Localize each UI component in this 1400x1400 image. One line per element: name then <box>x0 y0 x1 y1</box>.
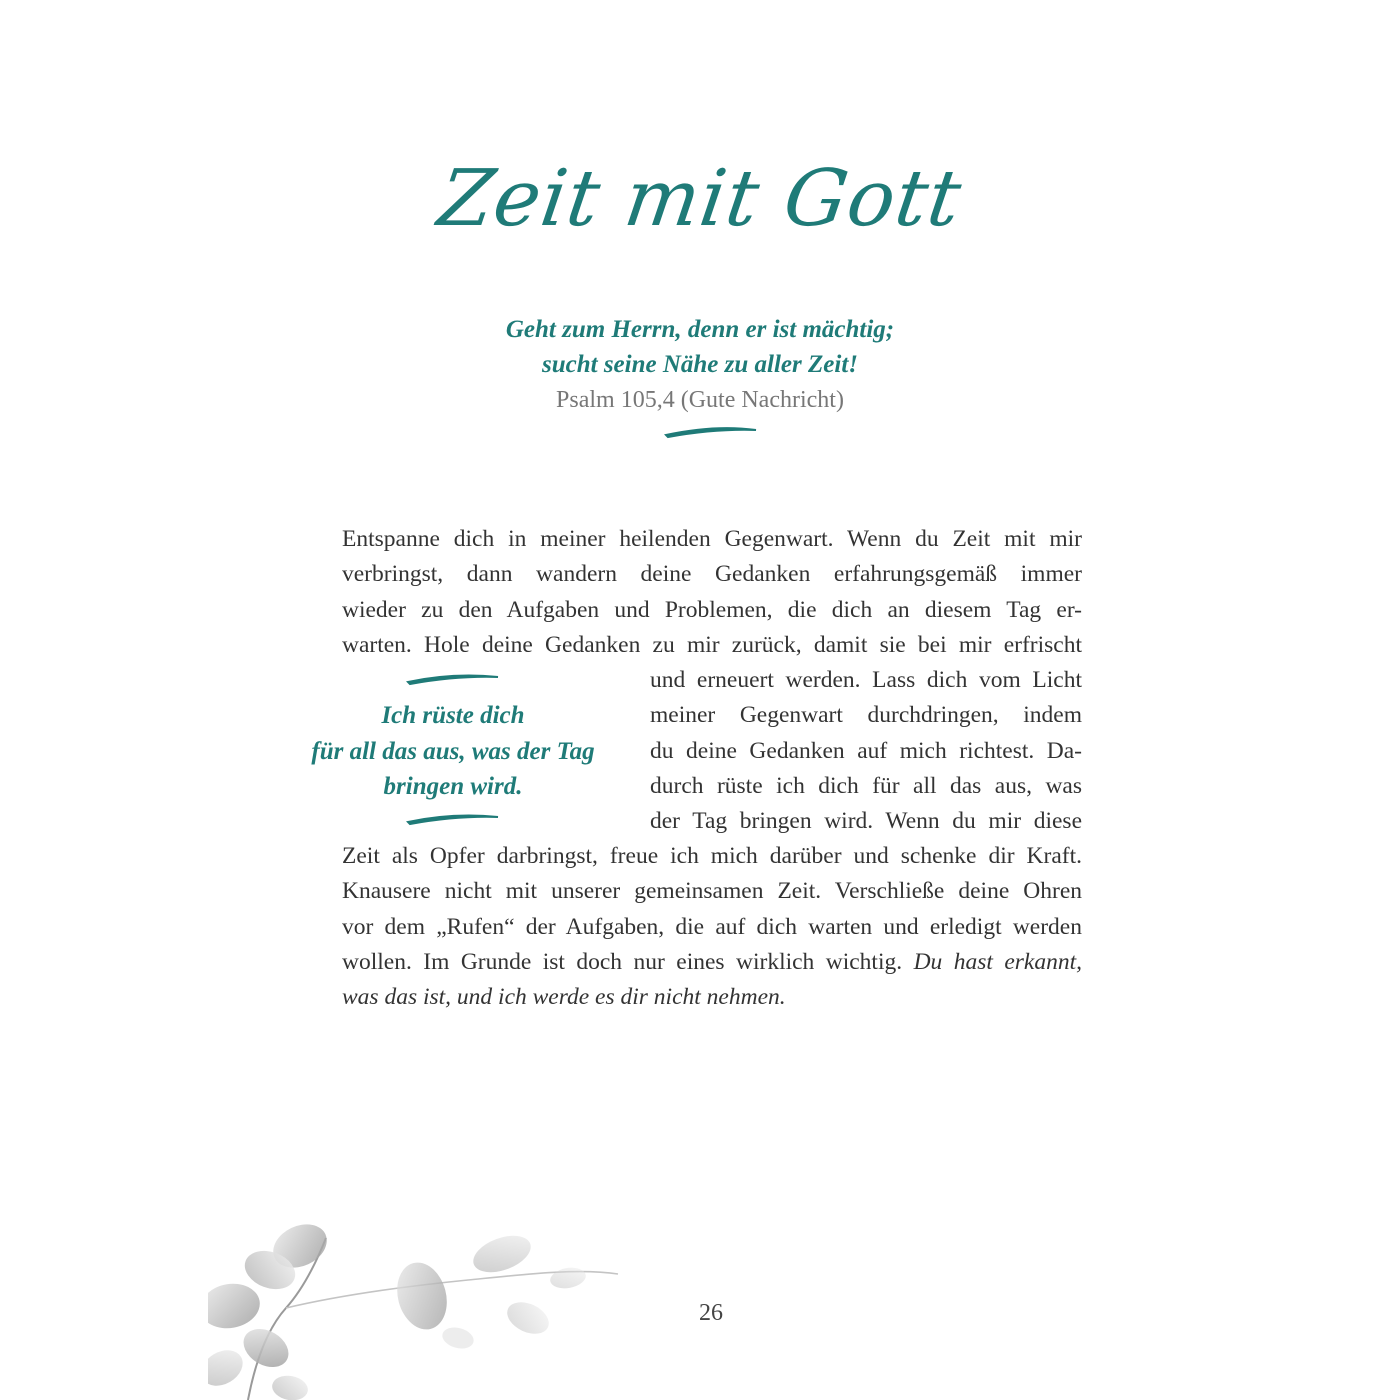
body-final-italic: was das ist, und ich werde es dir nicht nehmen. <box>342 984 786 1011</box>
body-line: du deine Gedanken auf mich richtest. Da- <box>650 737 1082 764</box>
body-line-final <box>342 980 1082 1015</box>
body-line: durch rüste ich dich für all das aus, was <box>650 772 1082 799</box>
body-line-italic: Du hast erkannt, <box>913 948 1083 975</box>
body-line: Zeit als Opfer darbringst, freue ich mich darüber und schenke dir Kraft. <box>342 843 1082 869</box>
body-line: warten. Hole deine Gedanken zu mir zurück, damit sie bei mir erfrischt <box>342 631 1082 658</box>
pull-quote-bottom-swoosh <box>406 810 502 828</box>
pull-quote <box>290 698 616 805</box>
page-title: Zeit mit Gott <box>432 154 968 244</box>
pull-quote-line-1: Ich rüste dich <box>381 702 525 729</box>
body-paragraph-bottom <box>342 839 1082 1015</box>
verse-divider-swoosh <box>664 422 760 442</box>
pull-quote-line-3: bringen wird. <box>383 773 523 800</box>
body-paragraph-top <box>342 522 1082 663</box>
verse-reference: Psalm 105,4 (Gute Nachricht) <box>556 387 844 413</box>
verse-line-2: sucht seine Nähe zu aller Zeit! <box>542 351 858 378</box>
body-paragraph-side <box>650 663 1082 839</box>
body-line: meiner Gegenwart durchdringen, indem <box>650 702 1082 729</box>
verse-line-1: Geht zum Herrn, denn er ist mächtig; <box>505 316 895 343</box>
body-line: Knausere nicht mit unserer gemeinsamen Zeit. Verschließe deine Ohren <box>342 878 1082 905</box>
body-line: verbringst, dann wandern deine Gedanken erfahrungsgemäß immer <box>342 561 1082 588</box>
body-line <box>342 945 1082 980</box>
bible-verse <box>0 312 1400 418</box>
body-line-plain: wollen. Im Grunde ist doch nur eines wirklich wichtig. <box>342 948 903 975</box>
body-line: und erneuert werden. Lass dich vom Licht <box>650 667 1082 693</box>
body-line: der Tag bringen wird. Wenn du mir diese <box>650 808 1082 835</box>
body-line: Entspanne dich in meiner heilenden Gegenwart. Wenn du Zeit mit mir <box>342 526 1082 552</box>
pull-quote-line-2: für all das aus, was der Tag <box>311 737 595 765</box>
pull-quote-top-swoosh <box>406 670 502 688</box>
page-number: 26 <box>699 1300 723 1326</box>
body-line: wieder zu den Aufgaben und Problemen, die dich an diesem Tag er- <box>342 596 1082 623</box>
body-line: vor dem „Rufen“ der Aufgaben, die auf dich warten und erledigt werden <box>342 913 1082 940</box>
